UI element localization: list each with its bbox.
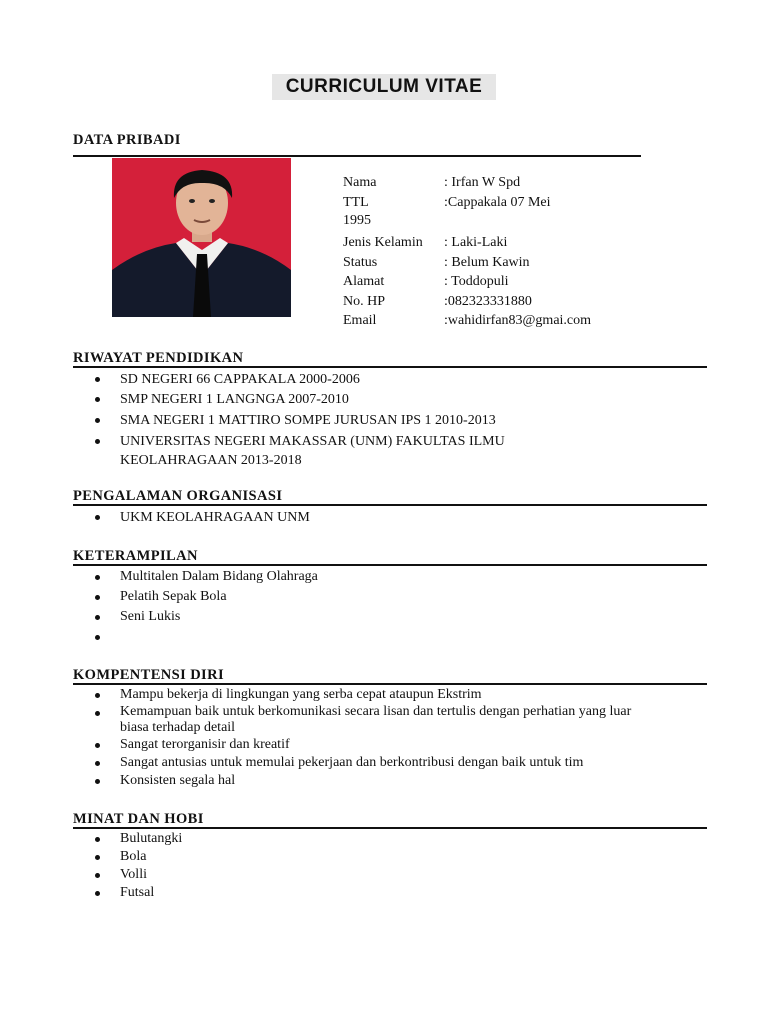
section-heading-data-pribadi: DATA PRIBADI — [73, 132, 181, 148]
list-item: Multitalen Dalam Bidang Olahraga — [95, 567, 715, 587]
skills-list — [95, 567, 715, 647]
list-item: SD NEGERI 66 CAPPAKALA 2000-2006 — [95, 370, 715, 389]
hobby-list — [95, 830, 715, 902]
field-value: :Cappakala 07 Mei — [444, 195, 551, 210]
field-value: :082323331880 — [444, 294, 532, 309]
field-value: : Laki-Laki — [444, 235, 508, 250]
list-item-line: UNIVERSITAS NEGERI MAKASSAR (UNM) FAKULTAS ILMU — [120, 433, 505, 449]
list-item-empty — [95, 627, 715, 647]
section-heading-riwayat-pendidikan: RIWAYAT PENDIDIKAN — [73, 350, 244, 366]
list-item: Sangat terorganisir dan kreatif — [95, 736, 715, 754]
field-value: : Toddopuli — [444, 274, 509, 289]
list-item: SMP NEGERI 1 LANGNGA 2007-2010 — [95, 390, 715, 409]
list-item: Volli — [95, 866, 715, 884]
section-heading-pengalaman-organisasi: PENGALAMAN ORGANISASI — [73, 488, 283, 504]
field-value: : Belum Kawin — [444, 255, 530, 270]
list-item: UKM KEOLAHRAGAAN UNM — [95, 508, 715, 527]
document-title: CURRICULUM VITAE — [272, 74, 496, 100]
field-value: : Irfan W Spd — [444, 175, 521, 190]
list-item-line: KEOLAHRAGAAN 2013-2018 — [120, 452, 302, 468]
section-divider — [73, 564, 707, 566]
list-item-line: Kemampuan baik untuk berkomunikasi secara lisan dan tertulis dengan perhatian yang luar — [120, 704, 632, 719]
competency-list — [95, 686, 715, 790]
list-item: Konsisten segala hal — [95, 772, 715, 790]
field-value: :wahidirfan83@gmai.com — [444, 313, 592, 328]
field-label: Alamat — [343, 274, 385, 289]
section-heading-kompetensi-diri: KOMPENTENSI DIRI — [73, 667, 225, 683]
list-item — [95, 432, 715, 470]
section-heading-minat-hobi: MINAT DAN HOBI — [73, 811, 204, 827]
field-label: Jenis Kelamin — [343, 235, 423, 250]
list-item: Bulutangki — [95, 830, 715, 848]
list-item: Seni Lukis — [95, 607, 715, 627]
field-label: Nama — [343, 175, 377, 190]
list-item: Bola — [95, 848, 715, 866]
section-divider — [73, 155, 641, 157]
list-item: Pelatih Sepak Bola — [95, 587, 715, 607]
section-divider — [73, 683, 707, 685]
list-item — [95, 704, 715, 736]
section-divider — [73, 827, 707, 829]
education-list — [95, 370, 715, 471]
field-label: Status — [343, 255, 378, 270]
field-label: TTL — [343, 195, 369, 210]
list-item-line: biasa terhadap detail — [120, 720, 236, 735]
list-item: Futsal — [95, 884, 715, 902]
section-divider — [73, 504, 707, 506]
field-value-continued: 1995 — [343, 213, 371, 228]
field-label: Email — [343, 313, 377, 328]
organization-list — [95, 508, 715, 528]
list-item: Sangat antusias untuk memulai pekerjaan dan berkontribusi dengan baik untuk tim — [95, 754, 715, 772]
field-label: No. HP — [343, 294, 386, 309]
list-item: Mampu bekerja di lingkungan yang serba cepat ataupun Ekstrim — [95, 686, 715, 704]
section-heading-keterampilan: KETERAMPILAN — [73, 548, 198, 564]
profile-photo — [112, 158, 291, 317]
list-item: SMA NEGERI 1 MATTIRO SOMPE JURUSAN IPS 1 2010-2013 — [95, 411, 715, 430]
section-divider — [73, 366, 707, 368]
